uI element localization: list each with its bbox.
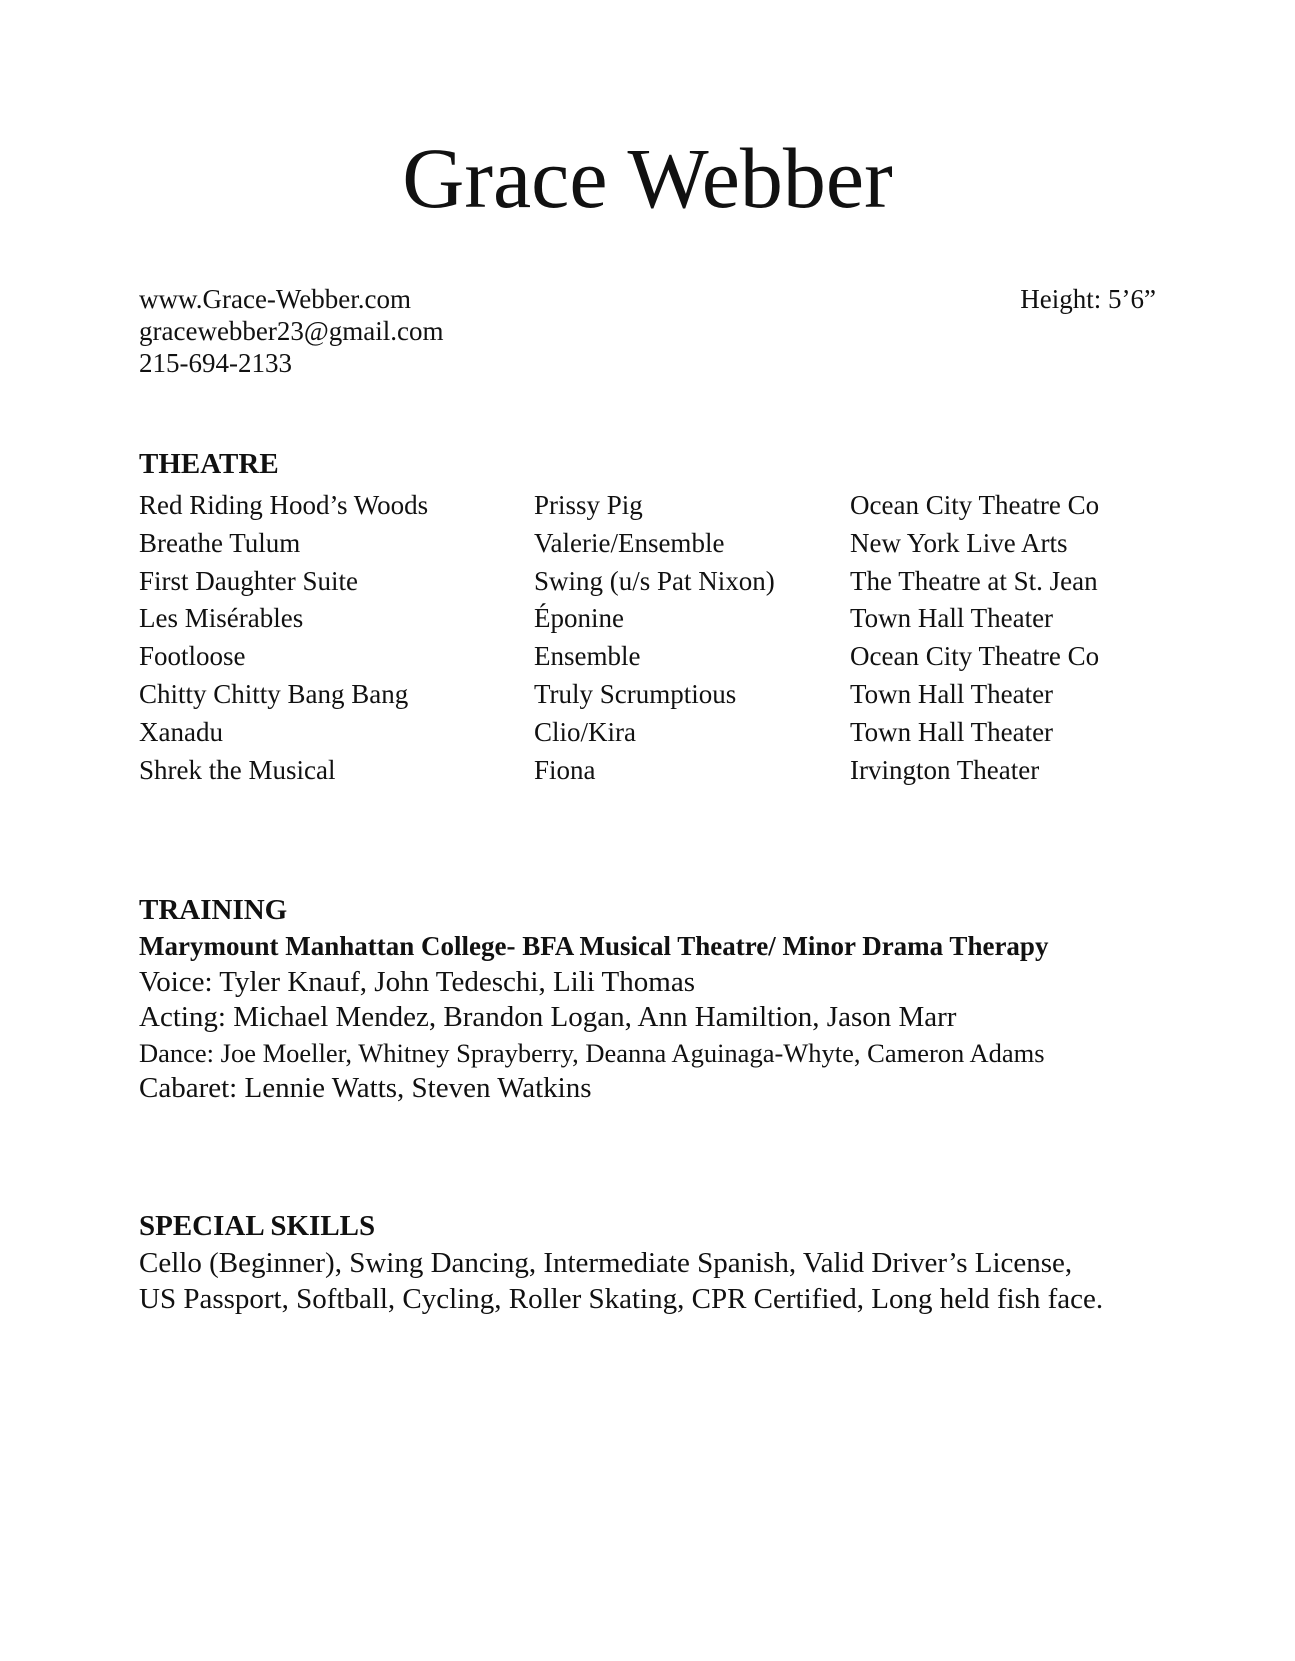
website-link[interactable]: www.Grace-Webber.com: [139, 284, 411, 314]
contact-block: [139, 283, 444, 379]
credit-show: Red Riding Hood’s Woods: [139, 490, 429, 520]
credit-show: Xanadu: [139, 716, 223, 747]
credit-role: Ensemble: [534, 641, 641, 672]
training-cabaret: Cabaret: Lennie Watts, Steven Watkins: [139, 1072, 592, 1104]
phone-number: 215-694-2133: [139, 348, 292, 378]
credit-role: Prissy Pig: [534, 490, 643, 520]
theatre-credit-row: [139, 714, 1150, 752]
skills-heading: SPECIAL SKILLS: [139, 1210, 376, 1242]
credit-show: Les Misérables: [139, 603, 304, 634]
credit-show: Footloose: [139, 641, 246, 672]
height-info: Height: 5’6”: [1020, 284, 1156, 314]
theatre-credits-table: [139, 487, 1150, 789]
credit-venue: Town Hall Theater: [850, 678, 1054, 709]
credit-show: Breathe Tulum: [139, 527, 301, 558]
training-heading: TRAINING: [139, 894, 288, 926]
resume-name: Grace Webber: [402, 130, 893, 226]
email-link[interactable]: gracewebber23@gmail.com: [139, 316, 444, 346]
theatre-credit-row: [139, 676, 1150, 714]
credit-venue: New York Live Arts: [850, 527, 1068, 558]
theatre-credit-row: [139, 600, 1150, 638]
training-acting: Acting: Michael Mendez, Brandon Logan, Ann Hamiltion, Jason Marr: [139, 1001, 957, 1033]
credit-venue: Town Hall Theater: [850, 603, 1054, 634]
credit-role: Valerie/Ensemble: [534, 527, 725, 558]
theatre-credit-row: [139, 525, 1150, 563]
credit-venue: Ocean City Theatre Co: [850, 641, 1100, 672]
credit-show: Shrek the Musical: [139, 754, 336, 785]
credit-show: First Daughter Suite: [139, 565, 358, 596]
credit-role: Clio/Kira: [534, 716, 636, 747]
credit-role: Truly Scrumptious: [534, 678, 737, 709]
credit-role: Swing (u/s Pat Nixon): [534, 565, 775, 596]
credit-venue: Town Hall Theater: [850, 716, 1054, 747]
theatre-credit-row: [139, 752, 1150, 790]
skills-block: [139, 1245, 1103, 1317]
credit-venue: The Theatre at St. Jean: [850, 565, 1098, 596]
training-block: [139, 929, 1048, 1107]
theatre-credit-row: [139, 563, 1150, 601]
credit-venue: Irvington Theater: [850, 754, 1040, 785]
theatre-credit-row: [139, 638, 1150, 676]
training-voice: Voice: Tyler Knauf, John Tedeschi, Lili Thomas: [139, 965, 695, 998]
skills-line: Cello (Beginner), Swing Dancing, Intermediate Spanish, Valid Driver’s License,: [139, 1247, 1073, 1279]
training-school: Marymount Manhattan College- BFA Musical Theatre/ Minor Drama Therapy: [139, 931, 1049, 961]
credit-venue: Ocean City Theatre Co: [850, 490, 1100, 520]
training-dance: Dance: Joe Moeller, Whitney Sprayberry, Deanna Aguinaga-Whyte, Cameron Adams: [139, 1037, 1045, 1068]
skills-line: US Passport, Softball, Cycling, Roller Skating, CPR Certified, Long held fish face.: [139, 1283, 1104, 1315]
credit-role: Fiona: [534, 754, 596, 785]
credit-show: Chitty Chitty Bang Bang: [139, 678, 409, 709]
theatre-credit-row: [139, 487, 1150, 525]
credit-role: Éponine: [534, 603, 624, 634]
theatre-heading: THEATRE: [139, 448, 279, 480]
